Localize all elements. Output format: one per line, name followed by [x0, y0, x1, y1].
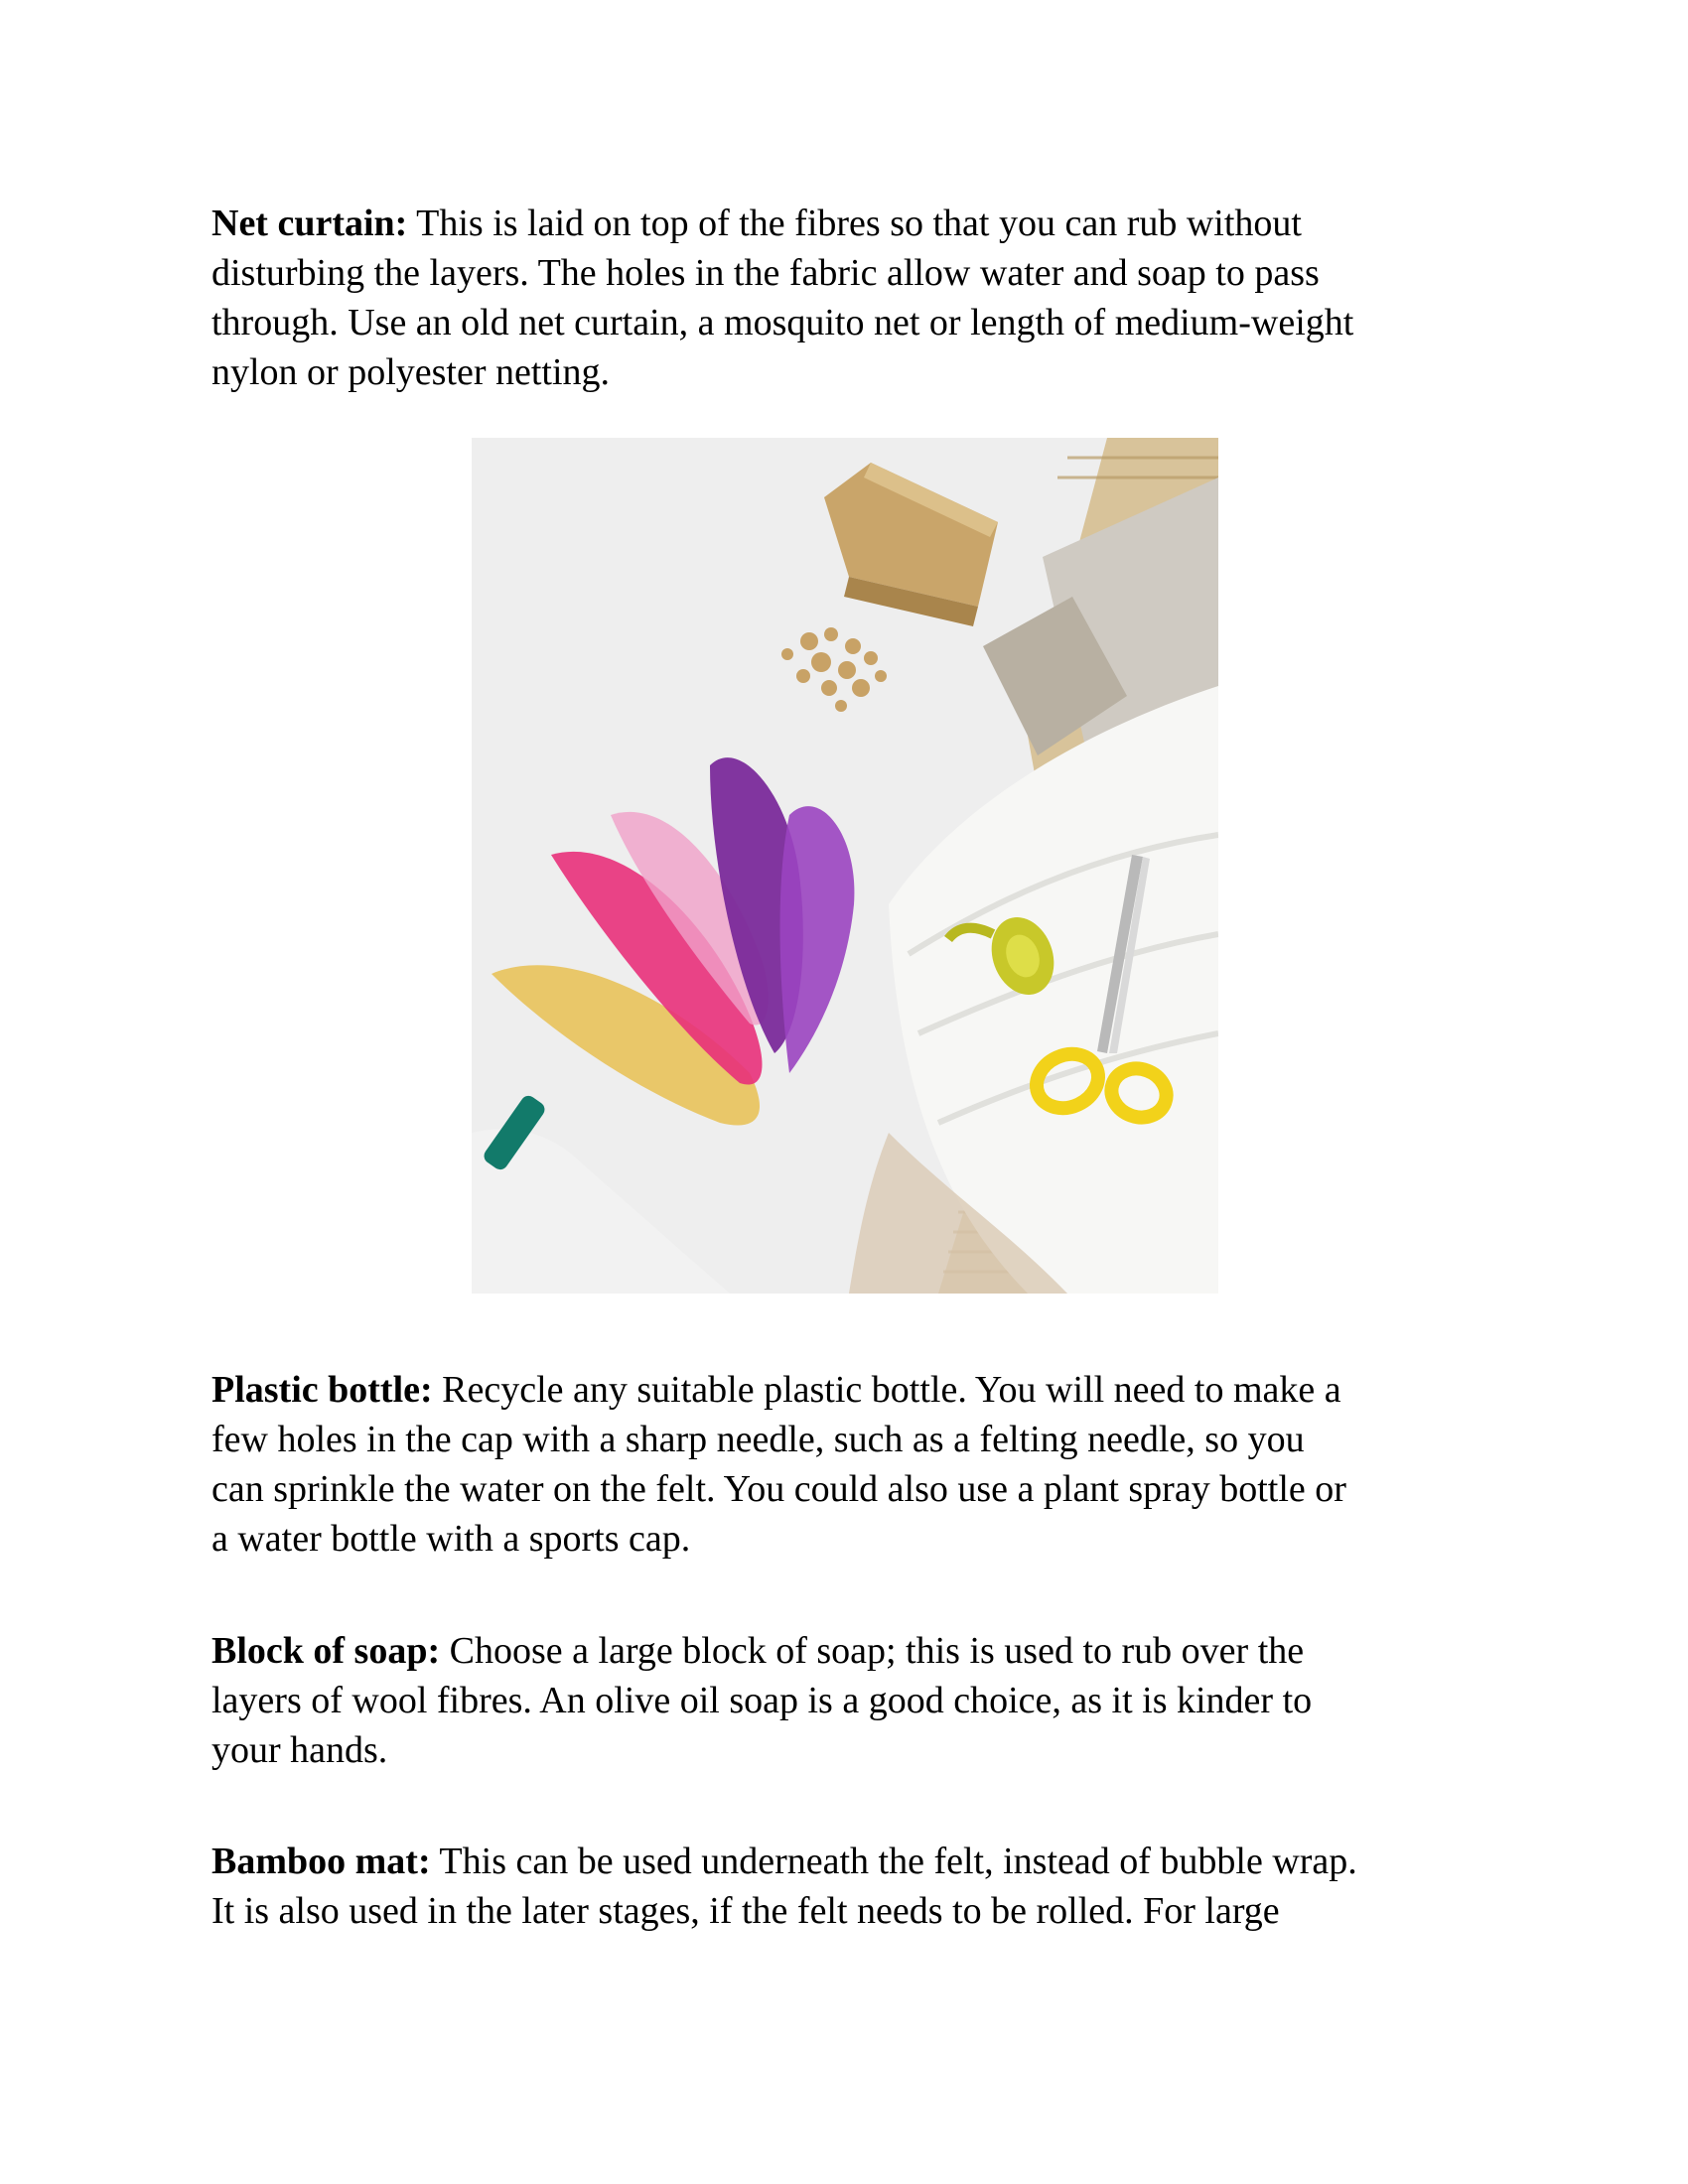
paragraph-line: It is also used in the later stages, if the felt needs to be rolled. For large — [211, 1890, 1280, 1932]
term-plastic-bottle: Plastic bottle: — [211, 1369, 433, 1411]
photo-illustration — [472, 438, 1218, 1294]
paragraph-line: disturbing the layers. The holes in the fabric allow water and soap to pass — [211, 252, 1320, 294]
felting-materials-photo — [472, 438, 1218, 1294]
paragraph-line: through. Use an old net curtain, a mosquito net or length of medium-weight — [211, 302, 1354, 343]
paragraph-line: layers of wool fibres. An olive oil soap is a good choice, as it is kinder to — [211, 1680, 1313, 1721]
paragraph-line: This can be used underneath the felt, instead of bubble wrap. — [430, 1841, 1357, 1882]
term-bamboo-mat: Bamboo mat: — [211, 1841, 431, 1882]
paragraph-line: a water bottle with a sports cap. — [211, 1518, 691, 1560]
paragraph-line: few holes in the cap with a sharp needle, such as a felting needle, so you — [211, 1419, 1305, 1460]
paragraph-bamboo-mat — [211, 1837, 1502, 1936]
paragraph-plastic-bottle — [211, 1365, 1502, 1564]
paragraph-block-of-soap — [211, 1626, 1502, 1775]
paragraph-line: This is laid on top of the fibres so that you can rub without — [407, 203, 1302, 244]
paragraph-line: nylon or polyester netting. — [211, 351, 611, 393]
paragraph-line: Recycle any suitable plastic bottle. You will need to make a — [432, 1369, 1341, 1411]
paragraph-line: Choose a large block of soap; this is used to rub over the — [440, 1630, 1305, 1672]
term-net-curtain: Net curtain: — [211, 203, 408, 244]
paragraph-net-curtain — [211, 199, 1502, 397]
term-block-of-soap: Block of soap: — [211, 1630, 441, 1672]
paragraph-line: can sprinkle the water on the felt. You could also use a plant spray bottle or — [211, 1468, 1346, 1510]
paragraph-line: your hands. — [211, 1729, 388, 1771]
